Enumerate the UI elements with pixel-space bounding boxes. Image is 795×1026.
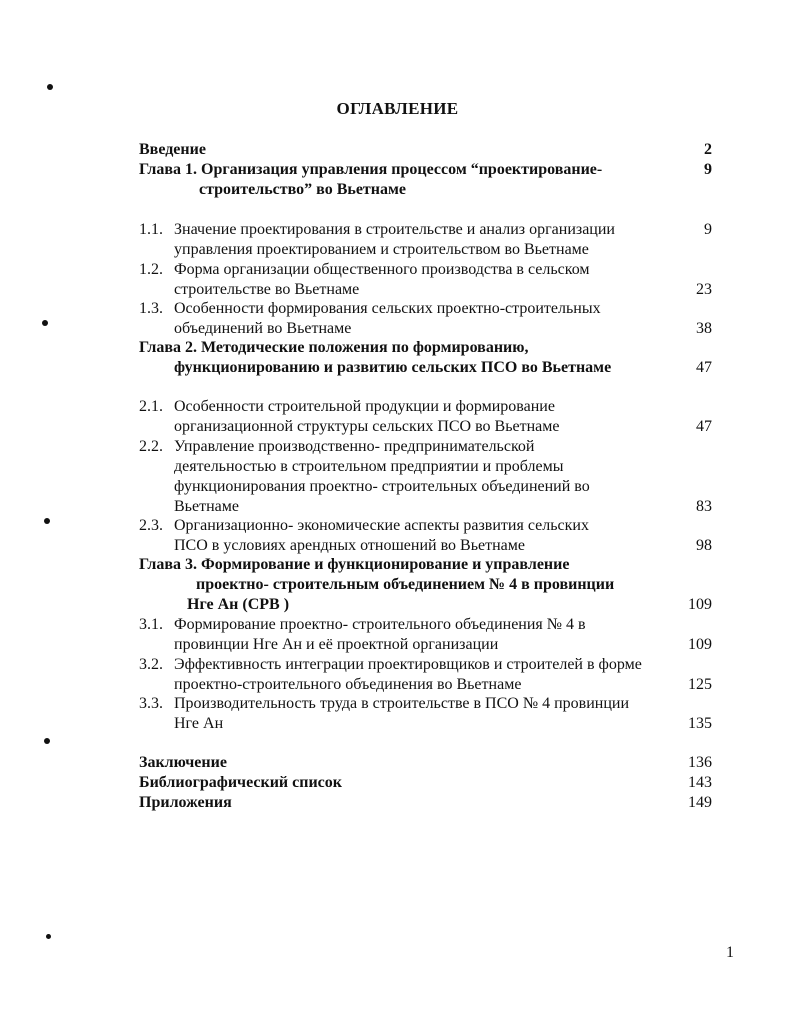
entry-line: проектно-строительного объединения во Вьетнаме [174,676,522,693]
entry-line: управления проектированием и строительством во Вьетнаме [174,241,589,258]
section-number: 3.1. [139,616,163,633]
entry-text: Введение [139,141,206,158]
entry-page: 83 [696,498,712,515]
scan-mark [44,738,50,744]
entry-page: 23 [696,281,712,298]
entry-text [139,555,712,615]
scan-mark [44,518,50,524]
toc-entry-chapter-1[interactable] [139,160,712,200]
toc-entry-section-1-3[interactable] [139,299,712,339]
entry-text [174,437,712,517]
toc-entry-section-2-3[interactable] [139,516,712,556]
toc-entry-section-3-3[interactable] [139,694,712,734]
entry-line: строительство” во Вьетнаме [199,181,407,198]
toc-entry-appendices[interactable] [139,793,712,813]
entry-line: Нге Ан [174,715,224,732]
toc-entry-intro[interactable] [139,140,712,160]
entry-page: 135 [688,715,712,732]
toc-entry-section-1-2[interactable] [139,260,712,300]
entry-page: 2 [704,141,712,158]
entry-line: деятельностью в строительном предприятии и проблемы [174,458,564,475]
page-number: 1 [726,944,734,961]
toc-entry-section-2-2[interactable] [139,437,712,517]
entry-text [174,615,712,655]
entry-line: Вьетнаме [174,498,239,515]
section-number: 2.3. [139,517,163,534]
toc-entry-section-3-2[interactable] [139,655,712,695]
section-number: 3.2. [139,656,163,673]
entry-line: Производительность труда в строительстве в ПСО № 4 провинции [174,695,630,712]
toc-entry-conclusion[interactable] [139,753,712,773]
entry-line: Эффективность интеграции проектировщиков и строителей в форме [174,656,642,673]
entry-line: Управление производственно- предпринимательской [174,438,535,455]
entry-line: организационной структуры сельских ПСО во Вьетнаме [174,418,560,435]
entry-line: Глава 2. Методические положения по формированию, [139,339,529,356]
entry-line: Значение проектирования в строительстве и анализ организации [174,221,615,238]
toc-entry-section-3-1[interactable] [139,615,712,655]
entry-line: проектно- строительным объединением № 4 в провинции [196,576,615,593]
entry-text [174,220,712,260]
entry-page: 38 [696,320,712,337]
entry-line: строительстве во Вьетнаме [174,281,360,298]
toc-title: ОГЛАВЛЕНИЕ [336,99,459,118]
entry-text: Приложения [139,794,232,811]
entry-page: 136 [688,754,712,771]
toc-entry-section-2-1[interactable] [139,397,712,437]
entry-page: 109 [688,636,712,653]
entry-page: 149 [688,794,712,811]
entry-line: провинции Нге Ан и её проектной организации [174,636,499,653]
section-number: 2.1. [139,398,163,415]
entry-text [174,694,712,734]
entry-line: Формирование проектно- строительного объединения № 4 в [174,616,586,633]
entry-page: 9 [704,221,712,238]
section-number: 2.2. [139,438,163,455]
section-number: 1.1. [139,221,163,238]
entry-text [139,338,712,378]
entry-page: 98 [696,537,712,554]
toc-entry-chapter-3[interactable] [139,555,712,615]
scan-mark [46,934,51,939]
entry-page: 125 [688,676,712,693]
entry-page: 109 [688,596,712,613]
scan-mark [42,320,48,326]
entry-page: 47 [696,359,712,376]
entry-page: 47 [696,418,712,435]
entry-line: Особенности строительной продукции и формирование [174,398,555,415]
entry-line: функционированию и развитию сельских ПСО во Вьетнаме [174,359,612,376]
scan-mark [47,84,53,90]
section-number: 1.2. [139,261,163,278]
entry-text [174,655,712,695]
entry-line: Форма организации общественного производства в сельском [174,261,590,278]
entry-text [139,160,712,200]
entry-text [174,397,712,437]
entry-line: Глава 3. Формирование и функционирование и управление [139,556,570,573]
entry-page: 143 [688,774,712,791]
toc-entry-bibliography[interactable] [139,773,712,793]
entry-line: Глава 1. Организация управления процессом “проектирование- [139,161,603,178]
entry-line: Особенности формирования сельских проектно-строительных [174,300,601,317]
entry-text [174,299,712,339]
entry-text [174,516,712,556]
toc-entry-section-1-1[interactable] [139,220,712,260]
entry-text: Заключение [139,754,227,771]
entry-line: функционирования проектно- строительных объединений во [174,478,590,495]
entry-line: объединений во Вьетнаме [174,320,352,337]
entry-text [174,260,712,300]
entry-text: Библиографический список [139,774,342,791]
entry-page: 9 [704,161,712,178]
section-number: 1.3. [139,300,163,317]
toc-entry-chapter-2[interactable] [139,338,712,378]
entry-line: ПСО в условиях арендных отношений во Вьетнаме [174,537,525,554]
entry-line: Нге Ан (СРВ ) [187,596,290,613]
section-number: 3.3. [139,695,163,712]
entry-line: Организационно- экономические аспекты развития сельских [174,517,589,534]
